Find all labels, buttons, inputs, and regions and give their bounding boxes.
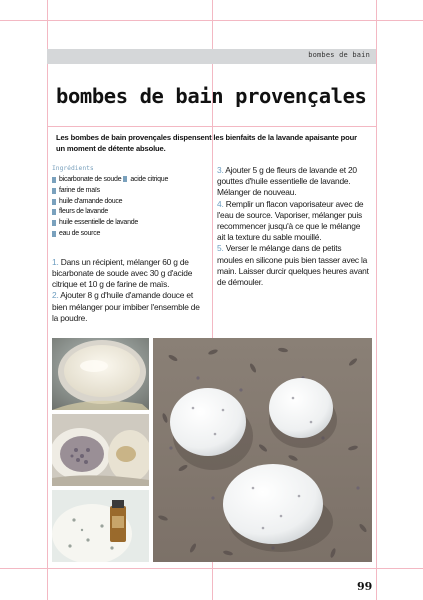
- bullet-square-icon: [52, 199, 56, 205]
- list-item: [52, 186, 207, 197]
- step-text: Ajouter 5 g de fleurs de lavande et 20 gouttes d'huile essentielle de lavande. Mélanger de nouveau.: [217, 165, 357, 198]
- step-number: 1.: [52, 256, 59, 267]
- list-item: [52, 175, 207, 186]
- page-number: 99: [357, 580, 373, 593]
- step-5: [217, 243, 369, 288]
- bullet-square-icon: [52, 177, 56, 183]
- left-column: [52, 165, 207, 324]
- bullet-square-icon: [52, 188, 56, 194]
- step-number: 4.: [217, 198, 224, 209]
- photo-mixture-bottle: [52, 490, 149, 562]
- photo-powder-bowl: [52, 338, 149, 410]
- step-1: [52, 257, 207, 291]
- section-label: bombes de bain: [308, 51, 370, 59]
- mixture-bottle-image: [52, 490, 149, 562]
- list-item: [52, 207, 207, 218]
- steps-left: [52, 257, 207, 324]
- step-number: 3.: [217, 165, 224, 175]
- lavender-oil-image: [52, 414, 149, 486]
- title-divider: [47, 126, 376, 127]
- powder-bowl-image: [52, 338, 149, 410]
- step-text: Ajouter 8 g d'huile d'amande douce et bien mélanger pour imbiber l'ensemble de la poudre.: [52, 290, 200, 323]
- margin-guide-left: [47, 0, 48, 600]
- step-2: [52, 290, 207, 324]
- photo-lavender-oil: [52, 414, 149, 486]
- ingredient-label: huile d'amande douce: [59, 197, 123, 205]
- ingredient-label: acide citrique: [130, 176, 169, 183]
- bullet-square-icon: [52, 220, 56, 226]
- bullet-square-icon: [52, 209, 56, 215]
- ingredient-label: eau de source: [59, 229, 101, 237]
- ingredients-list: [52, 175, 207, 240]
- bullet-square-icon: [123, 176, 127, 182]
- ingredient-label: huile essentielle de lavande: [59, 219, 139, 227]
- intro-text: Les bombes de bain provençales dispensent les bienfaits de la lavande apaisante pour un moment de détente absolue.: [56, 133, 357, 153]
- page-title: bombes de bain provençales: [56, 84, 367, 108]
- right-column: [217, 165, 369, 288]
- step-text: Dans un récipient, mélanger 60 g de bicarbonate de soude avec 30 g d'acide citrique et 10 g de farine de maïs.: [52, 256, 193, 290]
- list-item: [52, 197, 207, 208]
- step-3: [217, 165, 369, 199]
- bullet-square-icon: [52, 231, 56, 237]
- margin-guide-top: [0, 20, 423, 21]
- section-header-bar: [47, 49, 376, 64]
- margin-guide-bottom: [0, 568, 423, 569]
- margin-guide-right: [376, 0, 377, 600]
- step-number: 2.: [52, 290, 59, 301]
- step-number: 5.: [217, 243, 224, 254]
- step-4: [217, 199, 369, 244]
- list-item: [52, 229, 207, 240]
- step-text: Verser le mélange dans de petits moules en silicone puis bien tasser avec la main. Laisser durcir quelques heures avant de démouler.: [217, 243, 369, 288]
- step-text: Remplir un flacon vaporisateur avec de l'eau de source. Vaporiser, mélanger puis recommencer jusqu'à ce que le mélange ait la texture du sable mouillé.: [217, 198, 364, 243]
- ingredients-heading: Ingrédients: [52, 165, 94, 172]
- ingredient-label: farine de maïs: [59, 186, 100, 194]
- photo-bath-bombs: [153, 338, 372, 562]
- bath-bombs-image: [153, 338, 372, 562]
- ingredient-label: fleurs de lavande: [59, 208, 109, 216]
- ingredient-label: bicarbonate de soude: [59, 176, 122, 183]
- list-item: [52, 218, 207, 229]
